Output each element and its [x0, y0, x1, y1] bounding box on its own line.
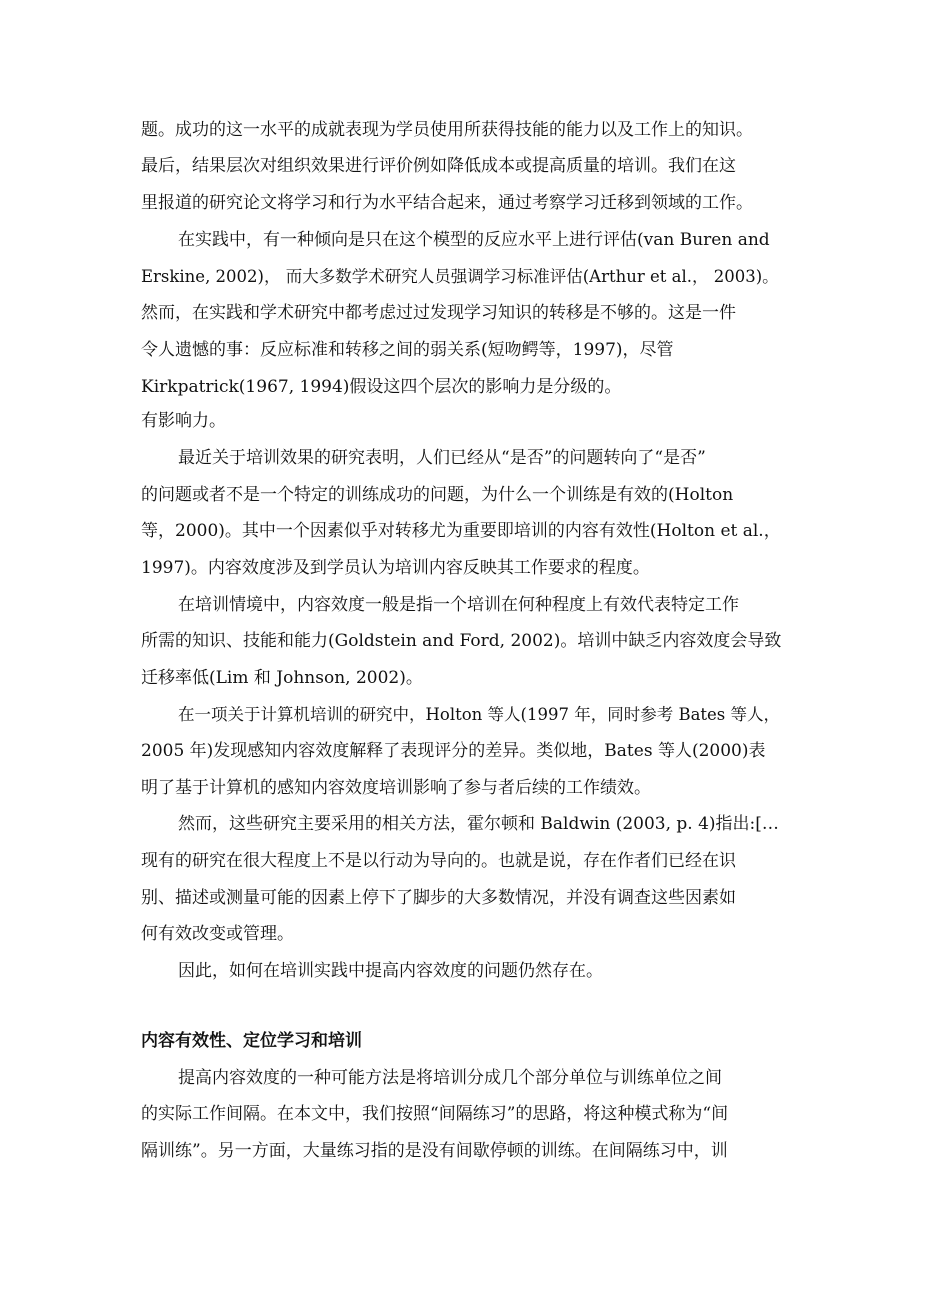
text-line: 在一项关于计算机培训的研究中，Holton 等人(1997 年，同时参考 Bates 等人， [178, 705, 781, 724]
text-line: 里报道的研究论文将学习和行为水平结合起来，通过考察学习迁移到领域的工作。 [141, 193, 753, 213]
text-line: Kirkpatrick(1967, 1994)假设这四个层次的影响力是分级的。 [141, 377, 622, 397]
text-line: 1997)。内容效度涉及到学员认为培训内容反映其工作要求的程度。 [141, 558, 650, 578]
text-line: 何有效改变或管理。 [141, 924, 294, 944]
text-line: 有影响力。 [141, 411, 226, 431]
text-line: Erskine, 2002)， 而大多数学术研究人员强调学习标准评估(Arthur et al.， 2003)。 [141, 267, 779, 286]
text-line: 的实际工作间隔。在本文中，我们按照“间隔练习”的思路，将这种模式称为“间 [141, 1104, 729, 1124]
text-line: 2005 年)发现感知内容效度解释了表现评分的差异。类似地，Bates 等人(2000)表 [141, 741, 766, 761]
text-line: 所需的知识、技能和能力(Goldstein and Ford, 2002)。培训中缺乏内容效度会导致 [141, 631, 782, 651]
text-line: 迁移率低(Lim 和 Johnson, 2002)。 [141, 668, 423, 688]
text-line: 在实践中，有一种倾向是只在这个模型的反应水平上进行评估(van Buren and [178, 230, 770, 250]
text-line: 别、描述或测量可能的因素上停下了脚步的大多数情况，并没有调查这些因素如 [141, 888, 736, 908]
text-line: 然而，在实践和学术研究中都考虑过过发现学习知识的转移是不够的。这是一件 [141, 303, 736, 323]
text-line: 题。成功的这一水平的成就表现为学员使用所获得技能的能力以及工作上的知识。 [141, 120, 753, 140]
text-line: 因此，如何在培训实践中提高内容效度的问题仍然存在。 [178, 961, 603, 981]
text-line: 提高内容效度的一种可能方法是将培训分成几个部分单位与训练单位之间 [178, 1068, 722, 1088]
text-line: 隔训练”。另一方面，大量练习指的是没有间歇停顿的训练。在间隔练习中，训 [141, 1141, 728, 1161]
text-line: 的问题或者不是一个特定的训练成功的问题，为什么一个训练是有效的(Holton [141, 485, 734, 505]
text-line: 等，2000)。其中一个因素似乎对转移尤为重要即培训的内容有效性(Holton et al.， [141, 521, 781, 541]
text-line: 然而，这些研究主要采用的相关方法，霍尔顿和 Baldwin (2003, p. 4)指出:[… [178, 814, 779, 834]
text-line: 在培训情境中，内容效度一般是指一个培训在何种程度上有效代表特定工作 [178, 595, 739, 615]
section-heading: 内容有效性、定位学习和培训 [141, 1031, 362, 1051]
text-line: 最后，结果层次对组织效果进行评价例如降低成本或提高质量的培训。我们在这 [141, 156, 736, 176]
text-line: 最近关于培训效果的研究表明，人们已经从“是否”的问题转向了“是否” [178, 448, 706, 468]
text-line: 现有的研究在很大程度上不是以行动为导向的。也就是说，存在作者们已经在识 [141, 851, 736, 871]
text-line: 明了基于计算机的感知内容效度培训影响了参与者后续的工作绩效。 [141, 778, 651, 798]
text-line: 令人遗憾的事：反应标准和转移之间的弱关系(短吻鳄等，1997)，尽管 [141, 340, 674, 360]
